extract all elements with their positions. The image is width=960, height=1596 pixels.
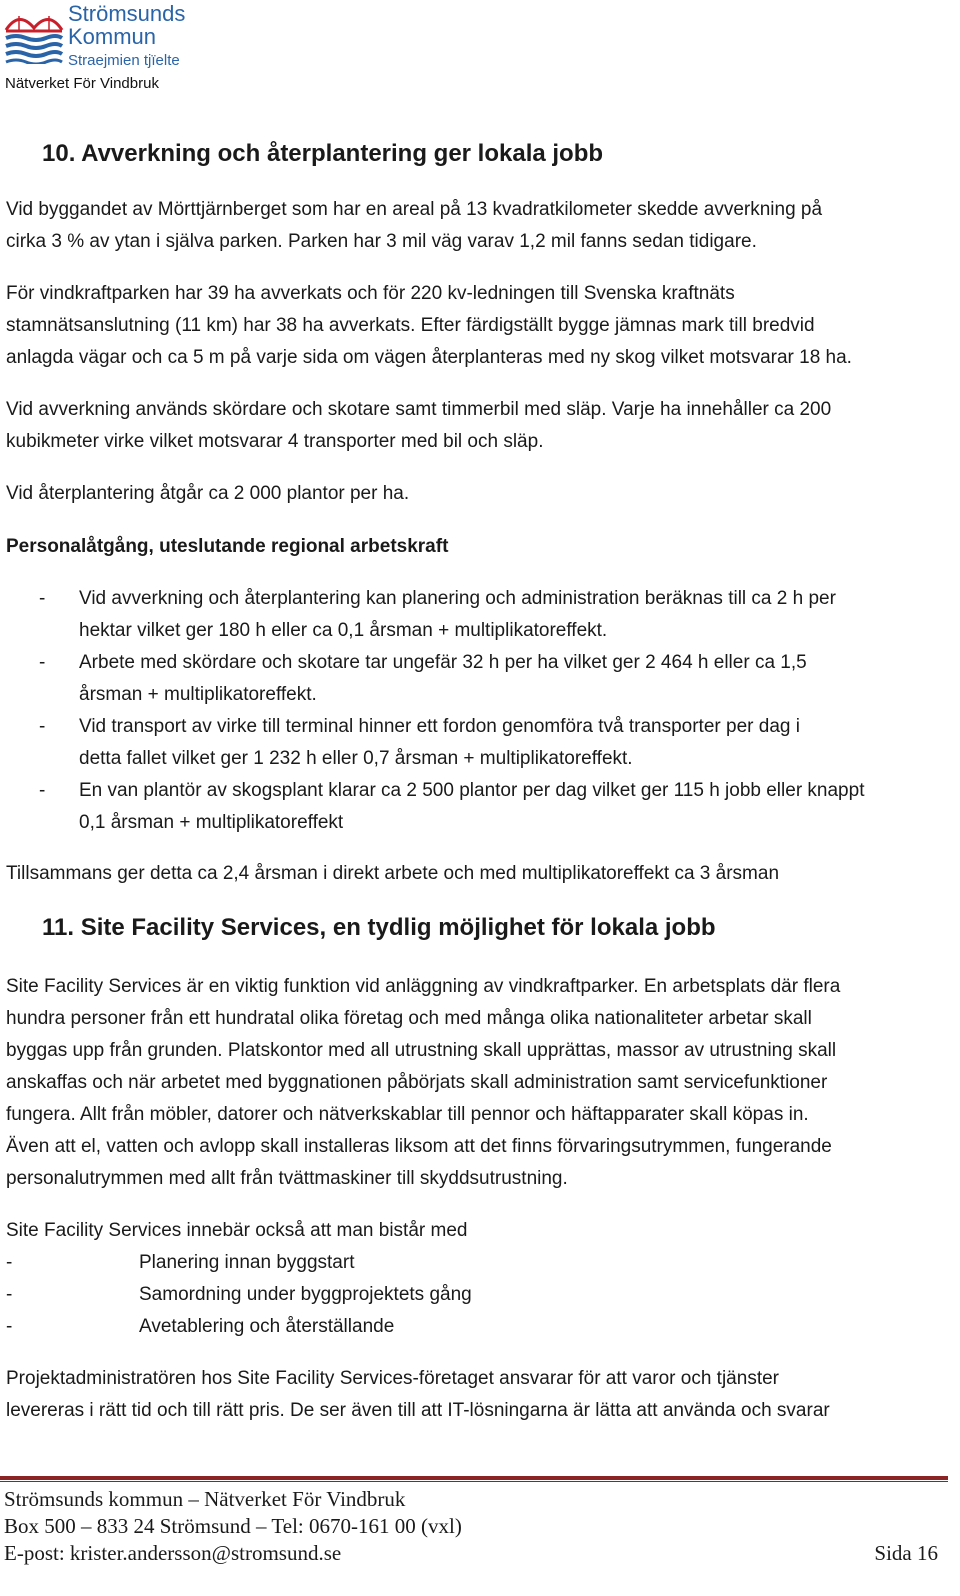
text-line: Vid återplantering åtgår ca 2 000 plantor per ha. bbox=[6, 483, 410, 504]
text-line: För vindkraftparken har 39 ha avverkats och för 220 kv-ledningen till Svenska kraftnäts bbox=[6, 283, 735, 304]
stromsund-logo-icon bbox=[4, 4, 64, 64]
footer-email: E-post: krister.andersson@stromsund.se bbox=[4, 1541, 342, 1565]
text-line: detta fallet vilket ger 1 232 h eller 0,7 årsman + multiplikatoreffekt. bbox=[79, 748, 633, 769]
text-line: 0,1 årsman + multiplikatoreffekt bbox=[79, 812, 344, 833]
footer-rule-thin bbox=[0, 1481, 948, 1482]
footer-rule bbox=[0, 1476, 948, 1480]
bullet-dash: - bbox=[6, 1316, 13, 1337]
footer-line-2: Box 500 – 833 24 Strömsund – Tel: 0670-161 00 (vxl) bbox=[4, 1514, 462, 1538]
text-line: Vid avverkning används skördare och skotare samt timmerbil med släp. Varje ha innehåller ca 200 bbox=[6, 399, 832, 420]
text-line: hektar vilket ger 180 h eller ca 0,1 årsman + multiplikatoreffekt. bbox=[79, 620, 608, 641]
text-line: Projektadministratören hos Site Facility Services-företaget ansvarar för att varor och tjänster bbox=[6, 1368, 779, 1389]
list-item bbox=[6, 583, 954, 647]
text-line: anskaffas och när arbetet med byggnationen påbörjats skall administration samt servicefunktioner bbox=[6, 1072, 828, 1093]
text-line: levereras i rätt tid och till rätt pris. De ser även till att IT-lösningarna är lätta att använda och svarar bbox=[6, 1400, 830, 1421]
text-line: Vid avverkning och återplantering kan planering och administration beräknas till ca 2 h per bbox=[79, 588, 836, 609]
text-line: anlagda vägar och ca 5 m på varje sida om vägen återplanteras med ny skog vilket motsvarar 18 ha. bbox=[6, 347, 852, 368]
page-number: Sida 16 bbox=[874, 1541, 938, 1565]
bullet-dash: - bbox=[39, 588, 46, 609]
text-line: Vid byggandet av Mörttjärnberget som har en areal på 13 kvadratkilometer skedde avverkning på bbox=[6, 199, 823, 220]
page-footer bbox=[4, 1486, 944, 1567]
text-line: En van plantör av skogsplant klarar ca 2 500 plantor per dag vilket ger 115 h jobb eller knappt bbox=[79, 780, 865, 801]
section-10-paragraph-4 bbox=[6, 478, 954, 510]
text-line: hundra personer från ett hundratal olika företag och med många olika nationaliteter arbetar skall bbox=[6, 1008, 812, 1029]
footer-line-3 bbox=[4, 1540, 944, 1567]
text-line: stamnätsanslutning (11 km) har 38 ha avverkats. Efter färdigställt bygge jämnas mark till bredvid bbox=[6, 315, 815, 336]
list-item bbox=[6, 1279, 954, 1311]
list-item bbox=[6, 647, 954, 711]
bullet-dash: - bbox=[39, 780, 46, 801]
staffing-subheading bbox=[6, 531, 954, 563]
logo-name-line2: Kommun bbox=[68, 24, 157, 49]
text-line: Site Facility Services är en viktig funktion vid anläggning av vindkraftparker. En arbetsplats där flera bbox=[6, 976, 841, 997]
section-10-heading: 10. Avverkning och återplantering ger lokala jobb bbox=[42, 140, 604, 167]
section-10-paragraph-2 bbox=[6, 278, 954, 374]
text-line: personalutrymmen med allt från tvättmaskiner till skyddsutrustning. bbox=[6, 1168, 568, 1189]
bullet-dash: - bbox=[39, 716, 46, 737]
list-item bbox=[6, 1311, 954, 1343]
bullet-dash: - bbox=[6, 1252, 13, 1273]
list-item bbox=[6, 711, 954, 775]
bullet-dash: - bbox=[39, 652, 46, 673]
logo-name bbox=[68, 2, 185, 48]
text-line: Vid transport av virke till terminal hinner ett fordon genomföra två transporter per dag i bbox=[79, 716, 800, 737]
text-line: Site Facility Services innebär också att man bistår med bbox=[6, 1220, 468, 1241]
bullet-dash: - bbox=[6, 1284, 13, 1305]
page-header bbox=[4, 0, 304, 100]
list-item bbox=[6, 775, 954, 839]
text-line: kubikmeter virke vilket motsvarar 4 transporter med bil och släp. bbox=[6, 431, 544, 452]
logo-name-line1: Strömsunds bbox=[68, 1, 186, 26]
staffing-list bbox=[6, 583, 954, 839]
section-10-paragraph-3 bbox=[6, 394, 954, 458]
text-line: fungera. Allt från möbler, datorer och nätverkskablar till pennor och häftapparater skall köpas in. bbox=[6, 1104, 809, 1125]
text-line: årsman + multiplikatoreffekt. bbox=[79, 684, 317, 705]
list-item bbox=[6, 1247, 954, 1279]
text-line: Arbete med skördare och skotare tar ungefär 32 h per ha vilket ger 2 464 h eller ca 1,5 bbox=[79, 652, 807, 673]
logo-subtitle: Straejmien tjïelte bbox=[68, 52, 180, 69]
list-item-text: Avetablering och återställande bbox=[139, 1316, 395, 1337]
list-item-text: Planering innan byggstart bbox=[139, 1252, 355, 1273]
header-caption: Nätverket För Vindbruk bbox=[5, 75, 159, 92]
list-item-text: Samordning under byggprojektets gång bbox=[139, 1284, 472, 1305]
section-11-paragraph-3 bbox=[6, 1363, 954, 1427]
section-10-paragraph-1 bbox=[6, 194, 954, 258]
footer-line-1: Strömsunds kommun – Nätverket För Vindbruk bbox=[4, 1487, 406, 1511]
section-11-heading: 11. Site Facility Services, en tydlig möjlighet för lokala jobb bbox=[42, 914, 716, 941]
section-11-paragraph-1 bbox=[6, 971, 954, 1195]
text-line: cirka 3 % av ytan i själva parken. Parken har 3 mil väg varav 1,2 mil fanns sedan tidigare. bbox=[6, 231, 757, 252]
text-line: Tillsammans ger detta ca 2,4 årsman i direkt arbete och med multiplikatoreffekt ca 3 årsman bbox=[6, 863, 780, 884]
summary-paragraph bbox=[6, 858, 954, 890]
section-11-intro bbox=[6, 1215, 954, 1247]
services-list bbox=[6, 1247, 954, 1343]
text-line: byggas upp från grunden. Platskontor med all utrustning skall upprättas, massor av utrustning skall bbox=[6, 1040, 837, 1061]
text-line: Personalåtgång, uteslutande regional arbetskraft bbox=[6, 536, 449, 557]
text-line: Även att el, vatten och avlopp skall installeras liksom att det finns förvaringsutrymmen, fungerande bbox=[6, 1136, 832, 1157]
